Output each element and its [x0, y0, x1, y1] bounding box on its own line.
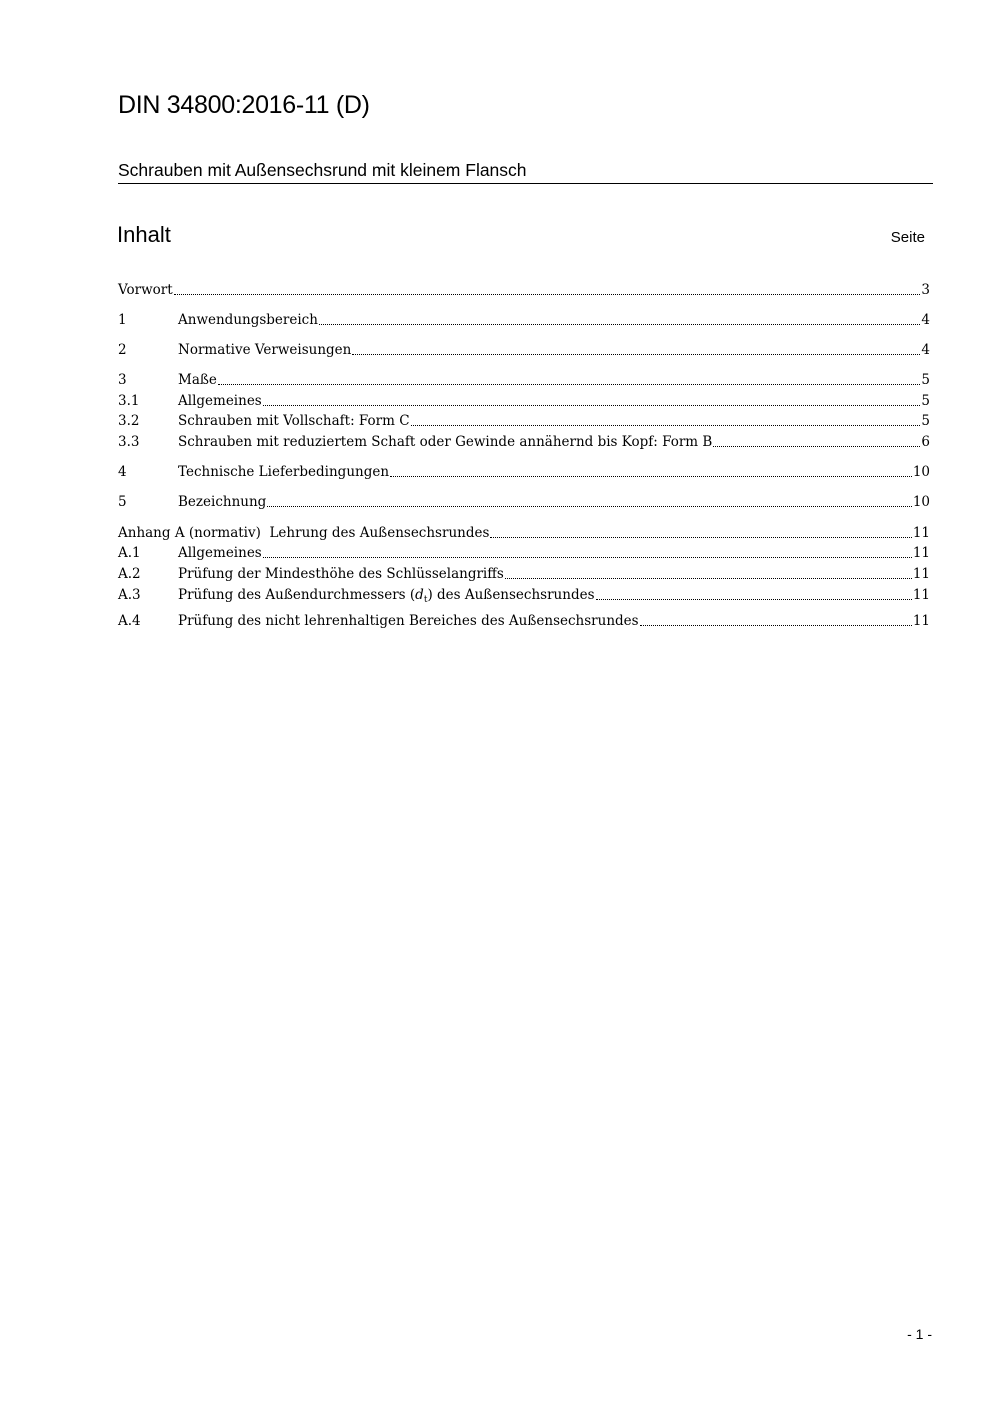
toc-entry-page: 5	[921, 413, 930, 429]
toc-entry-text: Anhang A (normativ) Lehrung des Außensechsrundes	[118, 525, 490, 541]
toc-entry-page: 5	[921, 372, 930, 388]
toc-entry-page: 3	[921, 282, 930, 298]
toc-leader	[263, 557, 912, 558]
toc-entry-5[interactable]	[118, 492, 930, 512]
toc-entry-4[interactable]	[118, 462, 930, 482]
toc-entry-number: 2	[118, 342, 127, 358]
toc-entry-number: 3.1	[118, 393, 140, 409]
toc-entry-page: 11	[912, 613, 930, 629]
toc-entry-text: Normative Verweisungen	[178, 342, 352, 358]
toc-entry-number: A.3	[118, 587, 141, 603]
toc-leader	[390, 476, 912, 477]
toc-entry-text: Vorwort	[118, 282, 173, 298]
toc-entry-3-2[interactable]	[118, 411, 930, 431]
math-variable: d	[415, 587, 424, 603]
toc-entry-a-1[interactable]	[118, 543, 930, 563]
toc-entry-1[interactable]	[118, 310, 930, 330]
toc-entry-text-part: Prüfung des Außendurchmessers (	[178, 587, 416, 603]
toc-entry-text: Allgemeines	[178, 393, 262, 409]
toc-leader	[596, 599, 912, 600]
toc-leader	[352, 354, 920, 355]
toc-entry-text: Maße	[178, 372, 217, 388]
toc-entry-number: A.1	[118, 545, 141, 561]
toc-entry-text	[178, 585, 595, 607]
toc-entry-page: 6	[921, 434, 930, 450]
toc-entry-number: 1	[118, 312, 127, 328]
toc-page-column-label: Seite	[890, 229, 925, 246]
toc-entry-page: 10	[912, 494, 930, 510]
toc-heading: Inhalt	[117, 222, 171, 247]
toc-entry-text-part: ) des Außensechsrundes	[427, 587, 595, 603]
toc-entry-text: Prüfung des nicht lehrenhaltigen Bereiches des Außensechsrundes	[178, 613, 639, 629]
toc-entry-3[interactable]	[118, 370, 930, 390]
toc-entry-number: 4	[118, 464, 127, 480]
document-subtitle: Schrauben mit Außensechsrund mit kleinem Flansch	[118, 158, 933, 184]
toc-entry-2[interactable]	[118, 340, 930, 360]
toc-leader	[319, 324, 920, 325]
toc-leader	[218, 384, 921, 385]
toc-entry-page: 4	[921, 312, 930, 328]
toc-entry-page: 4	[921, 342, 930, 358]
toc-entry-page: 11	[912, 587, 930, 603]
toc-entry-number: 3.3	[118, 434, 140, 450]
toc-leader	[713, 446, 920, 447]
math-subscript: t	[423, 595, 428, 605]
toc-entry-text: Bezeichnung	[178, 494, 267, 510]
toc-entry-page: 5	[921, 393, 930, 409]
toc-entry-text: Technische Lieferbedingungen	[178, 464, 390, 480]
toc-entry-text: Schrauben mit reduziertem Schaft oder Gewinde annähernd bis Kopf: Form B	[178, 434, 713, 450]
toc-entry-number: 5	[118, 494, 127, 510]
toc-entry-number: A.4	[118, 613, 141, 629]
toc-entry-text: Anwendungsbereich	[178, 312, 318, 328]
toc-entry-3-3[interactable]	[118, 432, 930, 452]
toc-leader	[174, 294, 921, 295]
toc-entry-number: A.2	[118, 566, 141, 582]
toc-entry-text: Prüfung der Mindesthöhe des Schlüsselangriffs	[178, 566, 504, 582]
toc-entry-vorwort[interactable]	[118, 280, 930, 300]
toc-entry-annex-a[interactable]	[118, 523, 930, 543]
toc-entry-3-1[interactable]	[118, 391, 930, 411]
footer-page-number: - 1 -	[907, 1326, 932, 1342]
toc-entry-text: Allgemeines	[178, 545, 262, 561]
toc-leader	[490, 537, 911, 538]
toc-entry-number: 3	[118, 372, 127, 388]
toc-entry-page: 11	[912, 545, 930, 561]
toc-entry-page: 11	[912, 566, 930, 582]
document-title: DIN 34800:2016-11 (D)	[118, 91, 370, 119]
toc-entry-page: 10	[912, 464, 930, 480]
toc-leader	[267, 506, 912, 507]
toc-entry-number: 3.2	[118, 413, 140, 429]
toc-entry-a-4[interactable]	[118, 611, 930, 631]
toc-leader	[640, 625, 912, 626]
toc-entry-text: Schrauben mit Vollschaft: Form C	[178, 413, 410, 429]
toc-entry-a-2[interactable]	[118, 564, 930, 584]
toc-entry-a-3[interactable]	[118, 585, 930, 605]
toc-leader	[411, 425, 921, 426]
toc-leader	[263, 405, 921, 406]
toc-leader	[505, 578, 912, 579]
toc-entry-page: 11	[912, 525, 930, 541]
